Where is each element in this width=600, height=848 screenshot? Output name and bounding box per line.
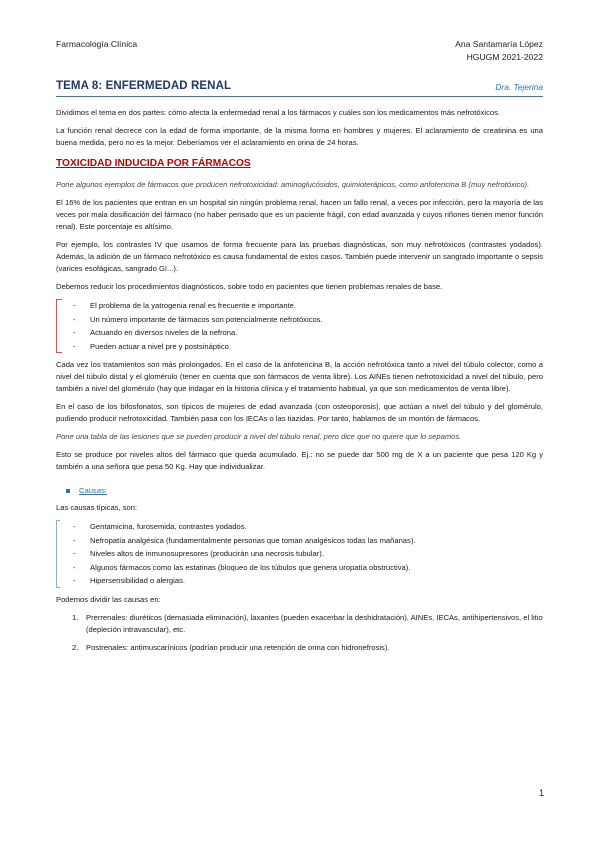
header-subject: Farmacología Clínica (56, 39, 138, 49)
list-item: - Nefropatía analgésica (fundamentalmente personas que toman analgésicos todas las mañanas). (73, 534, 543, 548)
list-item: - El problema de la yatrogenia renal es frecuente e importante. (73, 299, 543, 313)
item-number: 1. (72, 613, 79, 623)
italic-paragraph: Pone una tabla de las lesiones que se pueden producir a nivel del túbulo renal, pero dice que no quiere que lo sepamos. (56, 432, 462, 442)
section-title: TOXICIDAD INDUCIDA POR FÁRMACOS (56, 157, 251, 169)
document-body (56, 107, 543, 660)
intro-paragraph: Dividimos el tema en dos partes: cómo afecta la enfermedad renal a los fármacos y cuáles son los medicamentos más nefrotóxicos. (56, 108, 501, 117)
list-item: - Actuando en diversos niveles de la nefrona. (73, 326, 543, 340)
list-brace (56, 520, 60, 588)
item-text: Prerrenales: diuréticos (demasiada eliminación), laxantes (pueden exacerbar la deshidratación), AINEs, IECAs, antihipertensivos, el litio (depleción intravascular), etc. (86, 613, 543, 635)
numbered-list (56, 612, 543, 654)
causes-list (56, 520, 543, 588)
page-number: 1 (538, 788, 544, 798)
paragraph: Podemos dividir las causas en: (56, 595, 161, 605)
paragraph: Debemos reducir los procedimientos diagnósticos, sobre todo en pacientes que tienen problemas renales de base. (56, 281, 443, 291)
header-institution: HGUGM 2021-2022 (466, 52, 543, 62)
key-points-list (56, 299, 543, 353)
title-bar (56, 80, 543, 97)
list-item: - Algunos fármacos como las estatinas (bloqueo de los túbulos que genera uropatía obstructiva). (73, 561, 543, 575)
item-number: 2. (72, 642, 79, 652)
causas-heading (56, 485, 543, 497)
paragraph: Esto se produce por niveles altos del fármaco que queda acumulado. Ej.: no se puede dar 500 mg de X a un paciente que pesa 120 Kg y también a una señora que pesa 50 Kg. Hay que individualizar. (56, 450, 543, 472)
list-brace (56, 299, 63, 353)
numbered-item (74, 642, 543, 654)
list-item: - Pueden actuar a nivel pre y postsináptico. (73, 340, 543, 354)
square-bullet-icon (66, 489, 70, 493)
list-item: - Hipersensibilidad o alergias. (73, 574, 543, 588)
paragraph: El 16% de los pacientes que entran en un hospital sin ningún problema renal, hacen un fallo renal, a veces por infección, pero la mayoría de las veces por mala dosificación del fármaco (no haber pensado que es un paciente frágil, con edad avanzada y cuyos riñones tienen menor función renal). Este porcentaje es altísimo. (56, 198, 543, 231)
item-text: Postrenales: antimuscarínicos (podrían producir una retención de orina con hidronefrosis). (86, 642, 390, 652)
header-author-block (455, 38, 543, 64)
paragraph: Cada vez los tratamientos son más prolongados. En el caso de la anfotericina B, la acción nefrotóxica tanto a nivel del túbulo colector, como a nivel del túbulo distal y el glomérulo (tener en cuenta que son fármacos de venta libre). Los AINEs tienen nefrotoxicidad a nivel del túbulo, pero también a nivel del glomérulo (hay que indagar en la historia clínica y el tratamiento habitual, ya que son medicamentos de venta libre). (56, 360, 543, 394)
page-title: TEMA 8: ENFERMEDAD RENAL (56, 80, 232, 92)
list-item: - Niveles altos de inmunosupresores (producirán una necrosis tubular). (73, 547, 543, 561)
intro-paragraph: La función renal decrece con la edad de forma importante, de la misma forma en hombres y mujeres. El aclaramiento de creatinina es una buena medida, pero no es la mejor. Deberíamos ver el aclaramiento en orina de 24 horas. (56, 126, 543, 147)
paragraph: Las causas típicas, son: (56, 503, 138, 512)
paragraph: Por ejemplo, los contrastes IV que usamos de forma frecuente para las pruebas diagnósticas, son muy nefrotóxicos (contrastes yodados). Además, la adición de un fármaco nefrotóxico es causa fundamental de estos casos. También puede intervenir un sangrado importante o sepsis (varices esofágicas, sangrado GI...). (56, 239, 543, 273)
list-item: - Un número importante de fármacos son potencialmente nefrotóxicos. (73, 313, 543, 327)
causas-label: Causas: (79, 486, 107, 496)
paragraph: En el caso de los bifosfonatos, son típicos de mujeres de edad avanzada (con osteoporosis), que actúan a nivel del túbulo y del glomérulo, pudiendo producir nefrotoxicidad. También pasa con los IECAs o las tiazidas. Por tanto, hablamos de un montón de fármacos. (56, 402, 543, 424)
teacher-name: Dra. Tejerina (495, 82, 543, 92)
list-item: - Gentamicina, furosemida, contrastes yodados. (73, 520, 543, 534)
italic-paragraph: Pone algunos ejemplos de fármacos que producen nefrotoxicidad: aminoglucósidos, quimioterápicos, como anfotericina B (muy nefrotóxico). (56, 179, 530, 189)
numbered-item (74, 612, 543, 636)
header-author: Ana Santamaría López (455, 39, 543, 49)
